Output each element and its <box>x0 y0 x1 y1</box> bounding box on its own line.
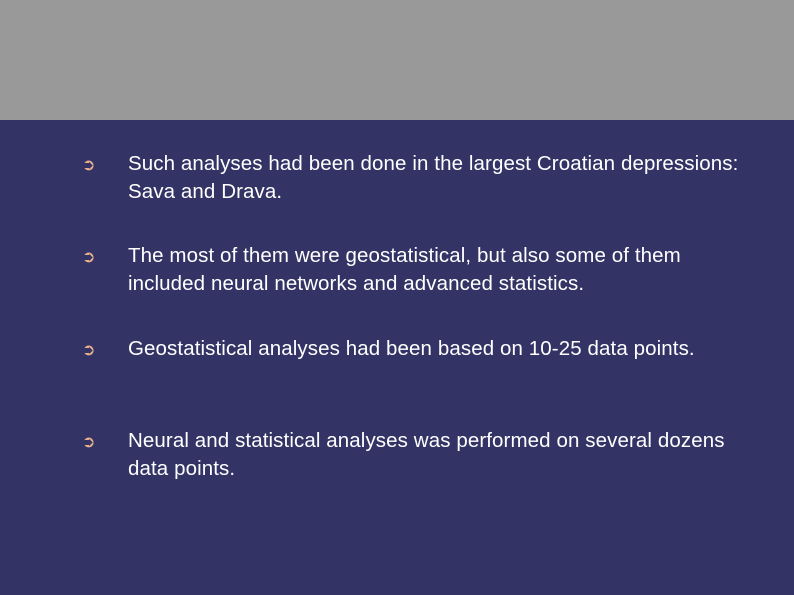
curved-arrow-bullet-icon: ➲ <box>82 247 96 266</box>
curved-arrow-bullet-icon: ➲ <box>82 155 96 174</box>
bullet-text: The most of them were geostatistical, but also some of them included neural networks and advanced statistics. <box>128 244 681 295</box>
curved-arrow-bullet-icon: ➲ <box>82 432 96 451</box>
bullet-text: Geostatistical analyses had been based on 10-25 data points. <box>128 337 695 360</box>
bullet-text: Neural and statistical analyses was performed on several dozens data points. <box>128 429 725 480</box>
bullet-text: Such analyses had been done in the largest Croatian depressions: Sava and Drava. <box>128 152 739 203</box>
curved-arrow-bullet-icon: ➲ <box>82 340 96 359</box>
